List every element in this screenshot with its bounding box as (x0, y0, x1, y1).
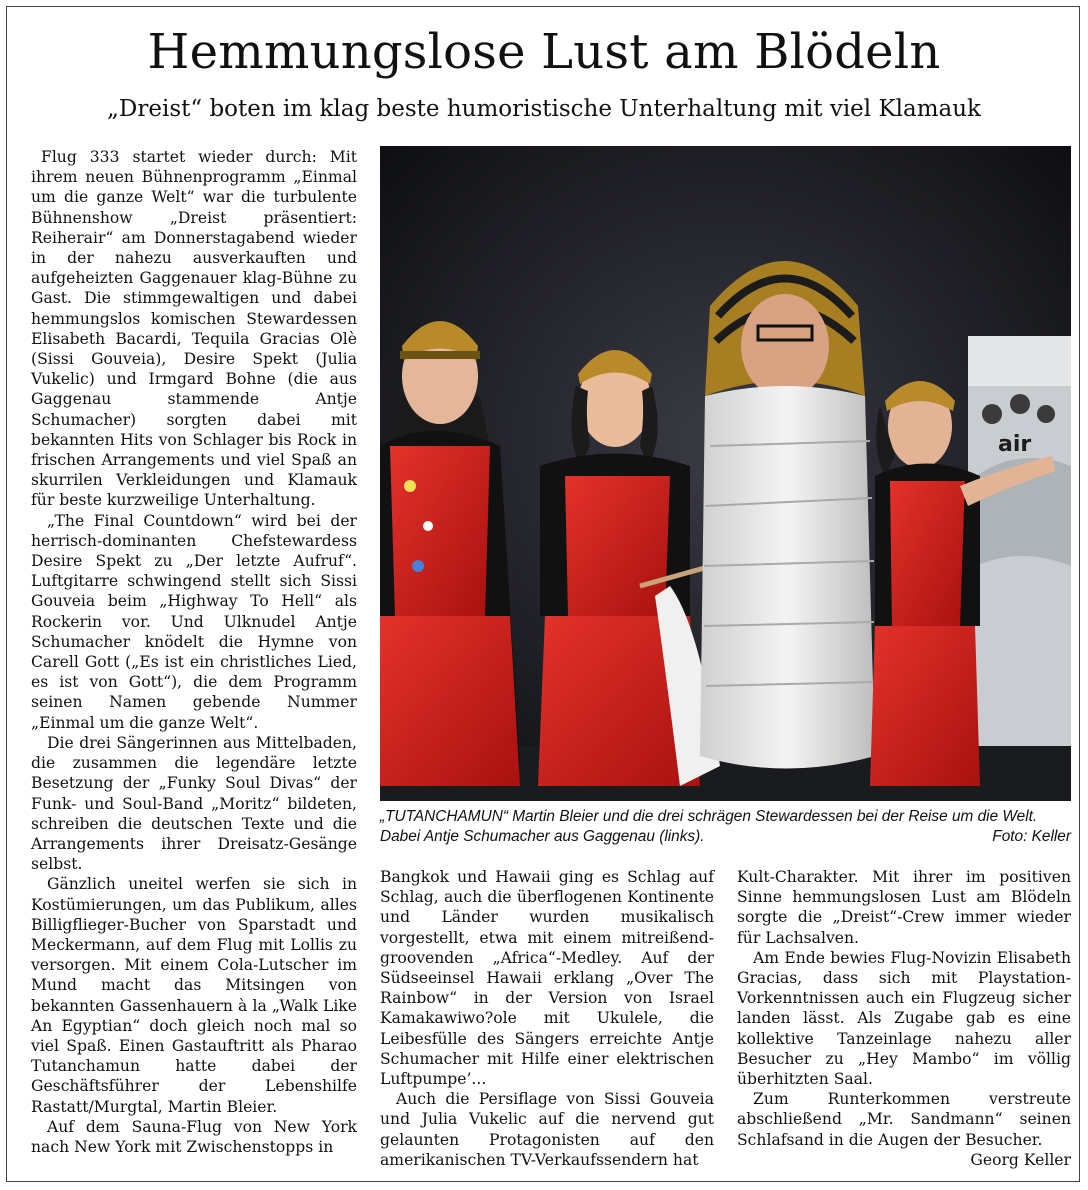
headline: Hemmungslose Lust am Blödeln (147, 24, 941, 80)
author-byline: Georg Keller (970, 1150, 1071, 1169)
paragraph: „The Final Countdown“ wird bei der herrisch-dominanten Chefstewardess Desire Spekt zu „Der letzte Aufruf“. Luftgitarre schwingend stellt sich Sissi Gouveia beim „Highway To Hell“ als Rockerin vor. Und Ulknudel Antje Schumacher knödelt die Hymne von Carell Gott („Es ist ein christliches Lied, es ist von Gott“), die dem Programm seinen Namen gebende Nummer „Einmal um die ganze Welt“. (31, 511, 357, 732)
paragraph: Am Ende bewies Flug-Novizin Elisabeth Gracias, dass sich mit Playstation-Vorkenntnissen auch ein Flugzeug sicher landen lässt. Als Zugabe gab es eine kollektive Tanzeinlage nahezu aller Besucher zu „Hey Mambo“ im völlig überhitzten Saal. (737, 948, 1071, 1089)
paragraph: Auf dem Sauna-Flug von New York nach New York mit Zwischenstopps in (31, 1117, 357, 1156)
caption-text: „TUTANCHAMUN“ Martin Bleier und die drei schrägen Stewardessen bei der Reise um die Welt. Dabei Antje Schumacher aus Gaggenau (links). (380, 808, 1038, 845)
text-column-3 (737, 867, 1071, 1170)
paragraph: Die drei Sängerinnen aus Mittelbaden, die zusammen die legendäre letzte Besetzung der „Funky Soul Divas“ der Funk- und Soul-Band „Moritz“ bildeten, schreiben die deutschen Texte und die Arrangements ihrer Dreisatz-Gesänge selbst. (31, 733, 357, 874)
stage-photo (380, 146, 1071, 801)
paragraph: Gänzlich uneitel werfen sie sich in Kostümierungen, um das Publikum, alles Billigflieger-Bucher von Sparstadt und Meckermann, auf dem Flug mit Lollis zu versorgen. Mit einem Cola-Lutscher im Mund macht das Mitsingen von bekannten Gassenhauern à la „Walk Like An Egyptian“ doch gleich noch mal so viel Spaß. Einen Gastauftritt als Pharao Tutanchamun hatte dabei der Geschäftsführer der Lebenshilfe Rastatt/Murgtal, Martin Bleier. (31, 875, 357, 1116)
stage-photo-illustration (380, 146, 1071, 801)
photo-credit: Foto: Keller (992, 828, 1071, 845)
article-frame (6, 6, 1080, 1182)
paragraph: Flug 333 startet wieder durch: Mit ihrem neuen Bühnenprogramm „Einmal um die ganze Welt“ war die turbulente Bühnenshow „Dreist präsentiert: Reiherair“ am Donnerstagabend wieder in der nahezu ausverkauften und aufgeheizten Gaggenauer klag-Bühne zu Gast. Die stimmgewaltigen und dabei hemmungslos komischen Stewardessen Elisabeth Bacardi, Tequila Gracias Olè (Sissi Gouveia), Desire Spekt (Julia Vukelic) und Irmgard Bohne (die aus Gaggenau stammende Antje Schumacher) sorgten dabei mit bekannten Hits von Schlager bis Rock in frischen Arrangements und viel Spaß an skurrilen Verkleidungen und Klamauk für beste kurzweilige Unterhaltung. (31, 148, 357, 510)
photo-caption (380, 807, 1071, 847)
text-column-1 (31, 147, 357, 1157)
paragraph: Kult-Charakter. Mit ihrer im positiven Sinne hemmungslosen Lust am Blödeln sorgte die „Dreist“-Crew immer wieder für Lachsalven. (737, 868, 1071, 947)
backdrop-logo-text: air (998, 432, 1032, 457)
paragraph: Bangkok und Hawaii ging es Schlag auf Schlag, auch die überflogenen Kontinente und Länder wurden musikalisch vorgestellt, etwa mit einem mitreißend-groovenden „Africa“-Medley. Auf der Südseeinsel Hawaii erklang „Over The Rainbow“ in der Version von Israel Kamakawiwo?ole mit Ukulele, die Leibesfülle des Sängers erreichte Antje Schumacher mit Hilfe einer elektrischen Luftpumpe’... (380, 868, 714, 1089)
text-column-2 (380, 867, 714, 1170)
paragraph: Auch die Persiflage von Sissi Gouveia und Julia Vukelic auf die nervend gut gelaunten Protagonisten auf den amerikanischen TV-Verkaufssendern hat (380, 1090, 714, 1169)
paragraph: Zum Runterkommen verstreute abschließend „Mr. Sandmann“ seinen Schlafsand in die Augen der Besucher. (737, 1090, 1071, 1149)
subheadline: „Dreist“ boten im klag beste humoristische Unterhaltung mit viel Klamauk (107, 96, 981, 122)
performer-pharao (700, 261, 875, 769)
